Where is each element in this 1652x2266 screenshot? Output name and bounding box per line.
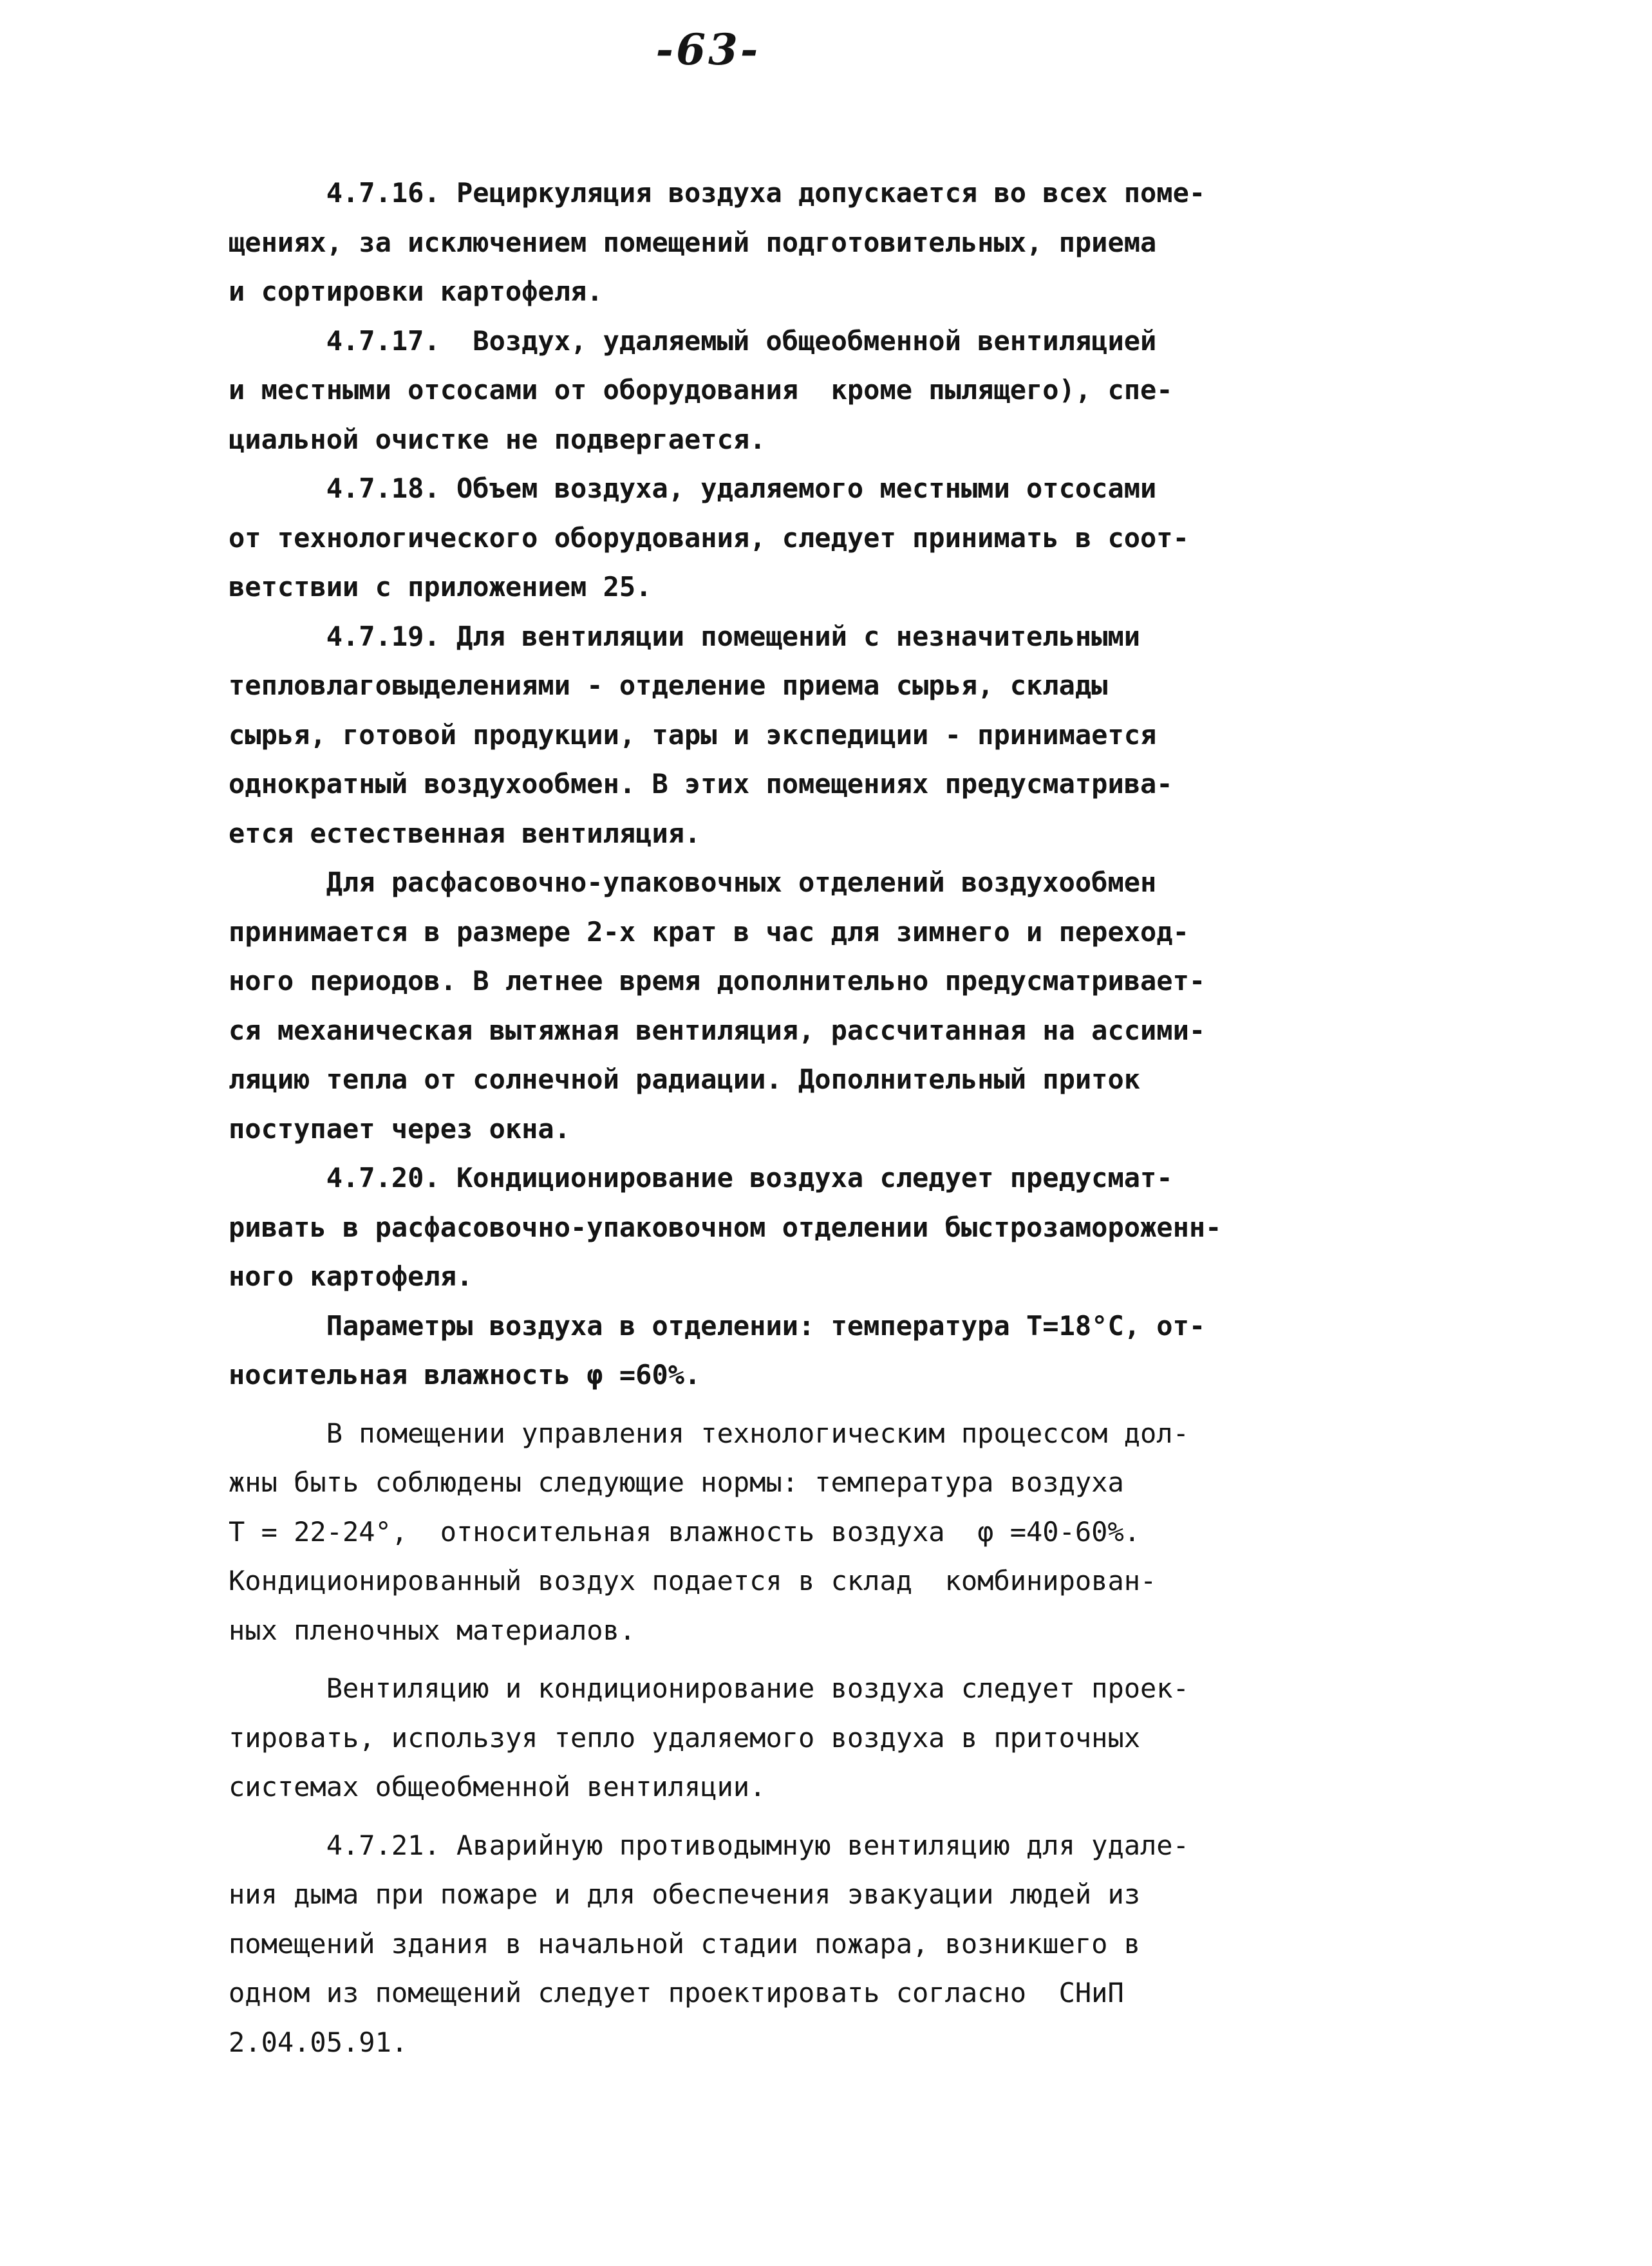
paragraph <box>229 464 1484 612</box>
text-line: ного периодов. В летнее время дополнительно предусматривает- <box>229 965 1206 997</box>
text-line: принимается в размере 2-х крат в час для зимнего и переход- <box>229 915 1189 948</box>
text-line: ривать в расфасовочно-упаковочном отделении быстрозамороженн- <box>229 1211 1222 1243</box>
text-line: 4.7.20. Кондиционирование воздуха следует предусмат- <box>229 1162 1173 1194</box>
paragraph <box>229 1409 1484 1656</box>
text-line: ного картофеля. <box>229 1260 473 1292</box>
text-line: 4.7.21. Аварийную противодымную вентиляцию для удале- <box>229 1829 1189 1861</box>
text-line: ния дыма при пожаре и для обеспечения эвакуации людей из <box>229 1878 1141 1910</box>
text-line: 4.7.16. Рециркуляция воздуха допускается во всех поме- <box>229 177 1206 209</box>
text-line: ся механическая вытяжная вентиляция, рассчитанная на ассими- <box>229 1014 1206 1046</box>
paragraph <box>229 858 1484 1154</box>
text-line: одном из помещений следует проектировать согласно СНиП <box>229 1977 1124 2009</box>
text-line: Вентиляцию и кондиционирование воздуха следует проек- <box>229 1672 1189 1704</box>
paragraph <box>229 1664 1484 1812</box>
text-line: от технологического оборудования, следует принимать в соот- <box>229 521 1189 554</box>
paragraph <box>229 612 1484 859</box>
text-line: сырья, готовой продукции, тары и экспедиции - принимается <box>229 718 1157 751</box>
paragraph-gap <box>229 1655 1484 1664</box>
text-line: поступает через окна. <box>229 1112 571 1145</box>
text-line: Параметры воздуха в отделении: температура Т=18°С, от- <box>229 1309 1206 1342</box>
text-line: Т = 22-24°, относительная влажность воздуха φ =40-60%. <box>229 1515 1141 1548</box>
text-line: 2.04.05.91. <box>229 2026 408 2058</box>
text-line: ветствии с приложением 25. <box>229 571 652 603</box>
text-line: носительная влажность φ =60%. <box>229 1359 701 1390</box>
text-line: Для расфасовочно-упаковочных отделений воздухообмен <box>229 866 1157 898</box>
text-line: системах общеобменной вентиляции. <box>229 1771 766 1803</box>
paragraph <box>229 1821 1484 2068</box>
text-line: Кондиционированный воздух подается в склад комбинирован- <box>229 1565 1157 1596</box>
text-line: ляцию тепла от солнечной радиации. Дополнительный приток <box>229 1063 1141 1095</box>
text-line: и сортировки картофеля. <box>229 276 603 307</box>
text-line: жны быть соблюдены следующие нормы: температура воздуха <box>229 1466 1124 1498</box>
page-number: -63- <box>655 24 761 75</box>
text-line: ных пленочных материалов. <box>229 1614 636 1646</box>
document-body <box>229 169 1484 2067</box>
text-line: и местными отсосами от оборудования кроме пылящего), спе- <box>229 374 1173 406</box>
text-line: тировать, используя тепло удаляемого воздуха в приточных <box>229 1721 1141 1754</box>
text-line: однократный воздухообмен. В этих помещениях предусматрива- <box>229 768 1173 800</box>
paragraph-gap <box>229 1812 1484 1821</box>
text-line: 4.7.18. Объем воздуха, удаляемого местными отсосами <box>229 473 1157 504</box>
paragraph-gap <box>229 1400 1484 1409</box>
paragraph <box>229 1154 1484 1302</box>
paragraph <box>229 1302 1484 1400</box>
text-line: тепловлаговыделениями - отделение приема сырья, склады <box>229 670 1108 701</box>
text-line: ется естественная вентиляция. <box>229 817 701 849</box>
paragraph <box>229 317 1484 465</box>
text-line: 4.7.17. Воздух, удаляемый общеобменной вентиляцией <box>229 324 1157 357</box>
paragraph <box>229 169 1484 317</box>
text-line: помещений здания в начальной стадии пожара, возникшего в <box>229 1927 1141 1960</box>
text-line: 4.7.19. Для вентиляции помещений с незначительными <box>229 620 1141 652</box>
text-line: циальной очистке не подвергается. <box>229 423 766 455</box>
text-line: В помещении управления технологическим процессом дол- <box>229 1417 1189 1449</box>
text-line: щениях, за исключением помещений подготовительных, приема <box>229 226 1157 258</box>
